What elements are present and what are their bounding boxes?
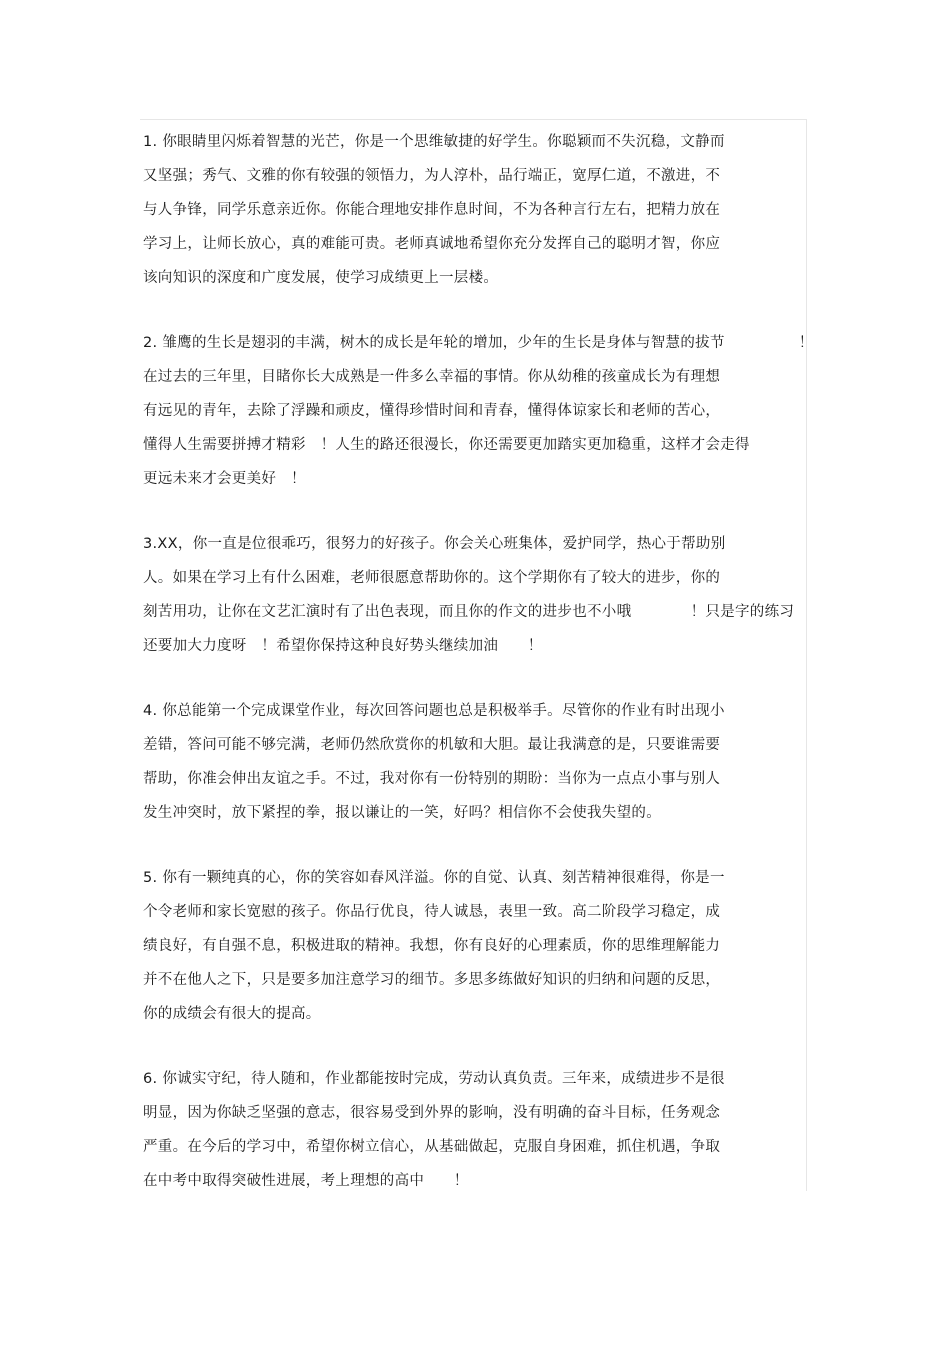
document-body xyxy=(143,125,814,1229)
text-line: 在中考中取得突破性进展，考上理想的高中 ！ xyxy=(143,1173,469,1189)
text-line: 又坚强；秀气、文雅的你有较强的领悟力，为人淳朴，品行端正，宽厚仁道，不激进，不 xyxy=(143,168,721,184)
comment-paragraph-1 xyxy=(143,125,808,295)
text-line: 有远见的青年，去除了浮躁和顽皮，懂得珍惜时间和青春，懂得体谅家长和老师的苦心， xyxy=(143,403,721,419)
text-line: 绩良好，有自强不息，积极进取的精神。我想，你有良好的心理素质，你的思维理解能力 xyxy=(143,938,721,954)
text-line: 4. 你总能第一个完成课堂作业，每次回答问题也总是积极举手。尽管你的作业有时出现小 xyxy=(143,703,725,719)
text-line: 学习上，让师长放心，真的难能可贵。老师真诚地希望你充分发挥自己的聪明才智，你应 xyxy=(143,236,721,252)
comment-paragraph-6 xyxy=(143,1062,808,1198)
text-line: 人。如果在学习上有什么困难，老师很愿意帮助你的。这个学期你有了较大的进步，你的 xyxy=(143,570,721,586)
text-line: 发生冲突时，放下紧捏的拳，报以谦让的一笑，好吗？相信你不会使我失望的。 xyxy=(143,805,661,821)
text-line: 3.XX，你一直是位很乖巧，很努力的好孩子。你会关心班集体，爱护同学，热心于帮助别 xyxy=(143,536,726,552)
text-line: 并不在他人之下，只是要多加注意学习的细节。多思多练做好知识的归纳和问题的反思， xyxy=(143,972,721,988)
text-line: 与人争锋，同学乐意亲近你。你能合理地安排作息时间，不为各种言行左右，把精力放在 xyxy=(143,202,721,218)
text-line: 严重。在今后的学习中，希望你树立信心，从基础做起，克服自身困难，抓住机遇，争取 xyxy=(143,1139,721,1155)
comment-paragraph-2 xyxy=(143,326,814,496)
text-line: 2. 雏鹰的生长是翅羽的丰满，树木的成长是年轮的增加，少年的生长是身体与智慧的拔节 ！ xyxy=(143,335,814,351)
text-line: 你的成绩会有很大的提高。 xyxy=(143,1006,321,1022)
text-line: 个令老师和家长宽慰的孩子。你品行优良，待人诚恳，表里一致。高二阶段学习稳定，成 xyxy=(143,904,721,920)
page-frame-top-border xyxy=(140,119,807,120)
text-line: 更远未来才会更美好 ！ xyxy=(143,471,306,487)
comment-paragraph-4 xyxy=(143,694,808,830)
text-line: 刻苦用功，让你在文艺汇演时有了出色表现，而且你的作文的进步也不小哦 ！只是字的练习 xyxy=(143,604,795,620)
text-line: 还要加大力度呀 ！希望你保持这种良好势头继续加油 ！ xyxy=(143,638,543,654)
text-line: 1. 你眼睛里闪烁着智慧的光芒，你是一个思维敏捷的好学生。你聪颖而不失沉稳，文静而 xyxy=(143,134,725,150)
text-line: 在过去的三年里，目睹你长大成熟是一件多么幸福的事情。你从幼稚的孩童成长为有理想 xyxy=(143,369,721,385)
text-line: 懂得人生需要拼搏才精彩 ！人生的路还很漫长，你还需要更加踏实更加稳重，这样才会走得 xyxy=(143,437,750,453)
text-line: 6. 你诚实守纪，待人随和，作业都能按时完成，劳动认真负责。三年来，成绩进步不是很 xyxy=(143,1071,725,1087)
text-line: 明显，因为你缺乏坚强的意志，很容易受到外界的影响，没有明确的奋斗目标，任务观念 xyxy=(143,1105,721,1121)
text-line: 该向知识的深度和广度发展，使学习成绩更上一层楼。 xyxy=(143,270,499,286)
text-line: 差错，答问可能不够完满，老师仍然欣赏你的机敏和大胆。最让我满意的是，只要谁需要 xyxy=(143,737,721,753)
comment-paragraph-5 xyxy=(143,861,808,1031)
text-line: 帮助，你准会伸出友谊之手。不过，我对你有一份特别的期盼：当你为一点点小事与别人 xyxy=(143,771,721,787)
text-line: 5. 你有一颗纯真的心，你的笑容如春风洋溢。你的自觉、认真、刻苦精神很难得，你是一 xyxy=(143,870,725,886)
comment-paragraph-3 xyxy=(143,527,808,663)
